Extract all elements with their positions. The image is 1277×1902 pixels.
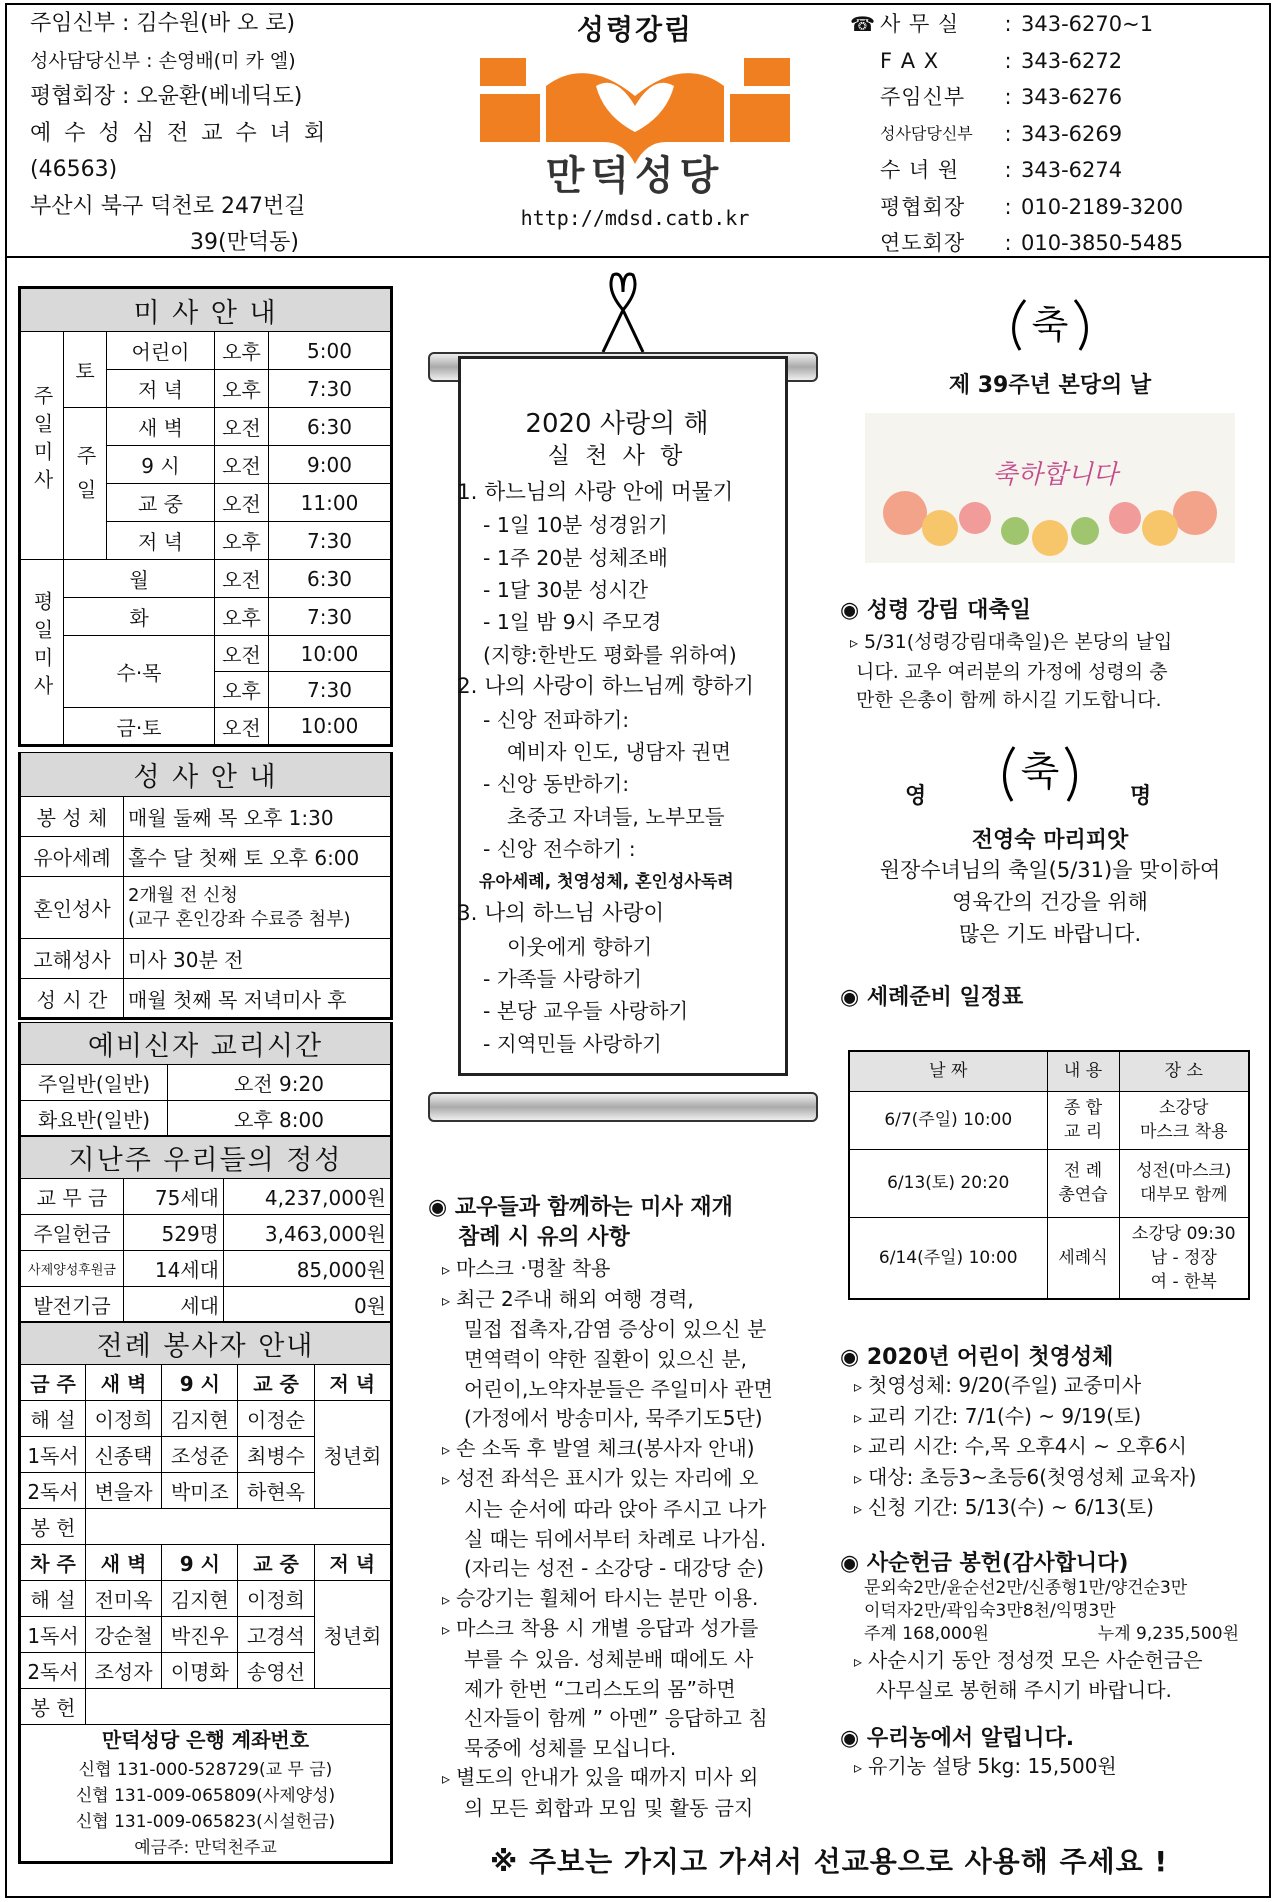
offering-table: 지난주 우리들의 정성 교 무 금 75세대 4,237,000원 주일헌금 529명 3,463,000원 사제양성후원금 14세대 85,000원 발전기금 세대 0원 — [18, 1136, 393, 1324]
practice-line: (지향:한반도 평화를 위하여) — [483, 642, 737, 667]
communion-title: ◉ 2020년 어린이 첫영성체 — [840, 1345, 1114, 1370]
wreath-icon — [990, 735, 1090, 815]
mass-schedule-table: 미 사 안 내 주일미사 토 어린이 오후 5:00 저 녁 오후 7:30 주일 새 벽 오전 6:30 9 시 오전 9:00 교 중 오전 11:00 저 녁 오후 7:30 평일미사 월 오전 6:30 화 오후 7:30 수·목 오전 10:00 오후 7:30 금·토 오전 10:00 — [18, 286, 393, 747]
bullet-icon: ◉ — [428, 1195, 455, 1220]
catechumen-title: 예비신자 교리시간 — [20, 1023, 392, 1065]
weekday-mass-label: 평일미사 — [20, 560, 64, 746]
servers-table: 전례 봉사자 안내 금 주 새 벽 9 시 교 중 저 녁 해 설 이정희 김지현 이정순 청년회 1독서 신종택 조성준 최병수 2독서 변을자 박미조 하현옥 봉 헌 차 주 새 벽 9 시 교 중 저 녁 해 설 전미옥 김지현 이정희 청년회 1독서 강순철 박진우 고경석 2독서 조성자 이명화 송영선 봉 헌 만덕성당 은행 계좌번호 신협 131-000-528729(교 무 금) 신협 131-009-065809(사제양성) 신협 131-009-065823(시설헌금) 예금주: 만덕천주교 — [18, 1322, 393, 1864]
mass-notice: ◉ 교우들과 함께하는 미사 재개 참례 시 유의 사항 ▹ 마스크 ·명찰 착용 ▹ 최근 2주내 해외 여행 경력, 밀접 접촉자,감염 증상이 있으신 분 면역력이 약한 질환이 있으신 분, 어린이,노약자분들은 주일미사 관면 (가정에서 방송미사, 묵주기도5단) ▹ 손 소독 후 발열 체크(봉사자 안내) ▹ 성전 좌석은 표시가 있는 자리에 오 시는 순서에 따라 앉아 주시고 나가 실 때는 뒤에서부터 차례로 나가심. (자리는 성전 - 소강당 - 대강당 순) ▹ 승강기는 휠체어 타시는 분만 이용. ▹ 마스크 착용 시 개별 응답과 성가를 부를 수 있음. 성체분배 때에도 사 제가 한번 “그리스도의 몸”하면 신자들이 함께 ” 아멘” 응답하고 침 묵중에 성체를 모십니다. ▹ 별도의 안내가 있을 때까지 미사 외 의 모든 회합과 모임 및 활동 금지 — [428, 1193, 828, 1823]
contact-pastor: 주임신부 : 343-6276 — [880, 85, 1123, 109]
notice-line: ▹ 손 소독 후 발열 체크(봉사자 안내) — [442, 1435, 755, 1460]
contact-sacrament-priest: 성사담당신부 : 343-6269 — [880, 121, 1123, 146]
anniversary-title: 제 39주년 본당의 날 — [948, 373, 1152, 398]
communion-list: ▹ 첫영성체: 9/20(주일) 교중미사 ▹ 교리 기간: 7/1(수) ~ 9/19(토) ▹ 교리 시간: 수,목 오후4시 ~ 오후6시 ▹ 대상: 초등3~초등6(첫영성체 교육자) ▹ 신청 기간: 5/13(수) ~ 6/13(토) — [854, 1373, 1197, 1519]
baptism-title: ◉ 세례준비 일정표 — [840, 984, 1024, 1010]
wreath-icon — [1000, 290, 1100, 362]
practice-line: 초중고 자녀들, 노부모들 — [507, 804, 725, 829]
bank-line: 신협 131-000-528729(교 무 금) — [78, 1760, 333, 1780]
notice-line: 실 때는 뒤에서부터 차례로 나가심. — [464, 1526, 767, 1551]
servers-title: 전례 봉사자 안내 — [20, 1323, 392, 1365]
practice-line: - 가족들 사랑하기 — [483, 966, 643, 991]
practice-line: 이웃에게 향하기 — [507, 934, 653, 959]
evening-servers: 청년회 — [314, 1401, 391, 1509]
flower-icon — [865, 413, 1235, 563]
notice-line: 시는 순서에 따라 앉아 주시고 나가 — [464, 1496, 767, 1521]
sunday-mass-label: 주일미사 — [20, 332, 64, 560]
logo-text: 만덕성당 — [545, 153, 725, 199]
pentecost-title: ◉ 성령 강림 대축일 — [840, 598, 1031, 623]
address-line-1: 부산시 북구 덕천로 247번길 — [30, 193, 306, 219]
svg-text:축: 축 — [1020, 748, 1060, 795]
sacrament-title: 성 사 안 내 — [20, 753, 392, 797]
mass-name: 어린이 — [107, 332, 215, 370]
feast-name: 전영숙 마리피앗 — [971, 827, 1129, 853]
practice-line: - 1달 30분 성시간 — [483, 578, 649, 603]
bullet-icon: ▹ — [442, 1290, 451, 1310]
notice-line: 면역력이 약한 질환이 있으신 분, — [464, 1346, 747, 1371]
notice-line: ▹ 최근 2주내 해외 여행 경력, — [442, 1286, 694, 1311]
notice-line: ▹ 별도의 안내가 있을 때까지 미사 외 — [442, 1765, 759, 1790]
sacrament-priest-line: 성사담당신부 : 손영배(미 카 엘) — [30, 49, 296, 72]
scroll-title: 2020 사랑의 해 — [525, 409, 709, 439]
notice-line: 제가 한번 “그리스도의 몸”하면 — [464, 1676, 736, 1701]
bullet-icon: ▹ — [442, 1260, 451, 1280]
bullet-icon: ▹ — [442, 1769, 451, 1789]
saturday-label: 토 — [64, 332, 107, 408]
contact-funeral: 연도회장 : 010-3850-5485 — [880, 231, 1184, 255]
lent-donors: 문외숙2만/윤순선2만/신종형1만/양건순3만 이덕자2만/곽임숙3만8천/익명3만 주계 168,000원 누계 9,235,500원 — [864, 1577, 1239, 1644]
header-contacts — [850, 6, 1270, 262]
notice-line: ▹ 성전 좌석은 표시가 있는 자리에 오 — [442, 1466, 759, 1491]
lent-note: ▹ 사순시기 동안 정성껏 모은 사순헌금은 사무실로 봉헌해 주시기 바랍니다. — [854, 1647, 1203, 1702]
notice-line: ▹ 마스크 ·명찰 착용 — [442, 1256, 611, 1281]
parish-logo — [476, 56, 794, 200]
practice-line: - 1일 10분 성경읽기 — [483, 513, 668, 538]
bullet-icon: ▹ — [442, 1589, 451, 1609]
sacrament-table: 성 사 안 내 봉 성 체 매월 둘째 목 오후 1:30 유아세례 홀수 달 첫째 토 오후 6:00 혼인성사 2개월 전 신청 (교구 혼인강좌 수료증 첨부) 고해성사 미사 30분 전 성 시 간 매월 첫째 목 저녁미사 후 — [18, 752, 393, 1020]
baptism-table: 날 짜 내 용 장 소 6/7(주일) 10:00 종 합 교 리 소강당 마스크 착용 6/13(토) 20:20 전 례 총연습 성전(마스크) 대부모 함께 6/14(주일) 10:00 세례식 소강당 09:30 남 - 정장 여 - 한복 — [848, 1050, 1250, 1300]
notice-line: 신자들이 함께 ” 아멘” 응답하고 침 — [464, 1706, 768, 1731]
practice-line: - 지역민들 사랑하기 — [483, 1031, 662, 1056]
ribbon-icon — [428, 270, 818, 360]
pentecost-text: ▹ 5/31(성령강림대축일)은 본당의 날입 니다. 교우 여러분의 가정에 성령의 충 만한 은총이 함께 하시길 기도합니다. — [850, 631, 1173, 711]
mass-time: 5:00 — [269, 332, 392, 370]
footer-note: ※ 주보는 가지고 가셔서 선교용으로 사용해 주세요 ! — [490, 1845, 1169, 1878]
notice-line: ▹ 승강기는 휠체어 타시는 분만 이용. — [442, 1585, 759, 1610]
svg-text:축: 축 — [1031, 303, 1069, 347]
practice-list — [457, 408, 817, 1060]
practice-line: - 신앙 동반하기: — [483, 772, 630, 797]
right-column — [840, 290, 1260, 1011]
right-notices — [840, 1340, 1260, 1782]
notice-line: 밀접 접촉자,감염 증상이 있으신 분 — [464, 1317, 767, 1342]
practice-line: 예비자 인도, 냉담자 권면 — [507, 740, 732, 765]
notice-line: 어린이,노약자분들은 주일미사 관면 — [464, 1376, 773, 1401]
contact-convent: 수 녀 원 : 343-6274 — [880, 158, 1123, 182]
feast-text: 원장수녀님의 축일(5/31)을 맞이하여 영육간의 건강을 위해 많은 기도 바랍니다. — [879, 857, 1221, 946]
parish-url[interactable]: http://mdsd.catb.kr — [520, 206, 750, 230]
bullet-icon: ▹ — [442, 1620, 451, 1640]
practice-line: 2. 나의 사랑이 하느님께 향하기 — [457, 674, 755, 700]
notice-line: (자리는 성전 - 소강당 - 대강당 순) — [464, 1556, 765, 1581]
bullet-icon: ▹ — [442, 1439, 451, 1459]
council-president-line: 평협회장 : 오윤환(베네딕도) — [30, 84, 303, 109]
scroll-roll-bottom — [428, 1092, 818, 1122]
practice-line: 1. 하느님의 사랑 안에 머물기 — [457, 479, 734, 505]
contact-council: 평협회장 : 010-2189-3200 — [880, 194, 1184, 219]
practice-line: - 본당 교우들 사랑하기 — [483, 999, 689, 1024]
offering-title: 지난주 우리들의 정성 — [20, 1137, 392, 1179]
bank-line: 신협 131-009-065823(시설헌금) — [75, 1812, 336, 1832]
sisters-line: 예 수 성 심 전 교 수 녀 회 — [30, 120, 329, 146]
practice-line: - 신앙 전수하기 : — [483, 837, 636, 862]
lent-title: ◉ 사순헌금 봉헌(감사합니다) — [840, 1550, 1129, 1576]
pastor-line: 주임신부 : 김수원(바 오 로) — [30, 11, 296, 36]
feast-title: 성령강림 — [576, 13, 694, 46]
feast-badge: 축 영 명 — [840, 735, 1260, 815]
header-center — [470, 8, 800, 230]
practice-line: - 1주 20분 성체조배 — [483, 545, 668, 570]
bullet-icon: ▹ — [442, 1470, 451, 1490]
catechumen-table: 예비신자 교리시간 주일반(일반) 오전 9:20 화요반(일반) 오후 8:00 — [18, 1022, 393, 1138]
notice-line: (가정에서 방송미사, 묵주기도5단) — [464, 1406, 763, 1431]
practice-line: 3. 나의 하느님 사랑이 — [457, 901, 665, 927]
bank-line: 신협 131-009-065809(사제양성) — [75, 1786, 336, 1806]
practice-line: - 신앙 전파하기: — [483, 707, 630, 732]
scroll-subtitle: 실 천 사 항 — [547, 443, 687, 470]
notice-line: ▹ 마스크 착용 시 개별 응답과 성가를 — [442, 1616, 759, 1641]
notice-line: 묵중에 성체를 모십니다. — [464, 1735, 677, 1760]
farm-item: ▹ 유기농 설탕 5kg: 15,500원 — [854, 1753, 1117, 1778]
notice-line: 의 모든 회합과 모임 및 활동 금지 — [464, 1795, 754, 1820]
bank-title: 만덕성당 은행 계좌번호 — [101, 1728, 310, 1752]
flower-image — [865, 413, 1235, 563]
svg-text:축하합니다: 축하합니다 — [992, 460, 1118, 490]
notice-line: 부를 수 있음. 성체분배 때에도 사 — [464, 1646, 754, 1671]
address-line-2: 39(만덕동) — [190, 230, 299, 255]
contact-fax: F A X : 343-6272 — [880, 48, 1123, 73]
sunday-label: 주일 — [64, 408, 107, 560]
practice-line: - 1일 밤 9시 주모경 — [483, 610, 662, 635]
header-left-info — [30, 6, 450, 262]
contact-office: ☎ 사 무 실 : 343-6270~1 — [850, 6, 1270, 43]
practice-line: 유아세례, 첫영성체, 혼인성사독려 — [479, 871, 734, 892]
postal-code: (46563) — [30, 157, 118, 182]
farm-title: ◉ 우리농에서 알립니다. — [840, 1725, 1075, 1751]
mass-title: 미 사 안 내 — [20, 288, 392, 332]
mass-notice-title: ◉ 교우들과 함께하는 미사 재개 — [428, 1195, 733, 1220]
phone-icon: ☎ — [850, 12, 875, 36]
bank-holder: 예금주: 만덕천주교 — [134, 1838, 277, 1858]
